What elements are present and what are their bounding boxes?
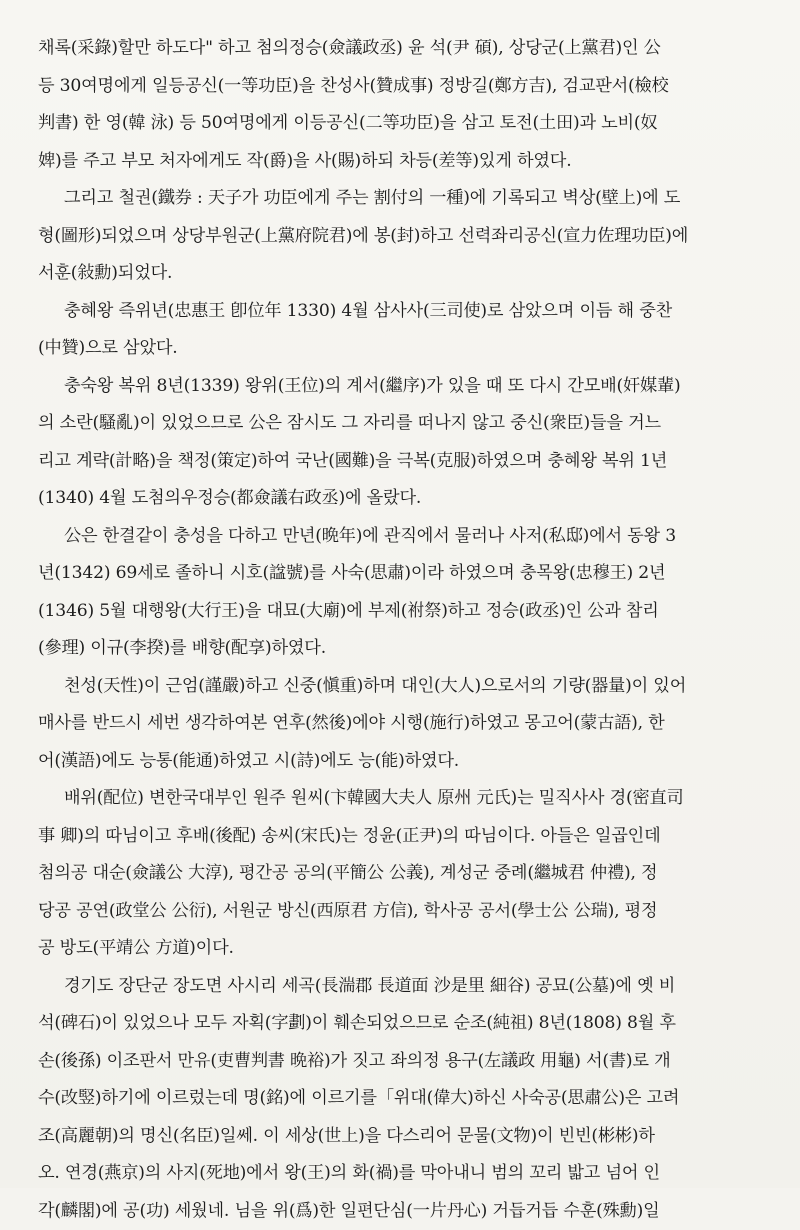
text-line: 배위(配位) 변한국대부인 원주 원씨(卞韓國大夫人 原州 元氏)는 밀직사사 경(密直司	[38, 780, 760, 818]
text-line: 충혜왕 즉위년(忠惠王 卽位年 1330) 4월 삼사사(三司使)로 삼았으며 이듬 해 중찬	[38, 293, 760, 331]
paragraph	[38, 293, 760, 368]
text-line: (1346) 5월 대행왕(大行王)을 대묘(大廟)에 부제(祔祭)하고 정승(政丞)인 公과 참리	[38, 593, 760, 631]
text-line: 형(圖形)되었으며 상당부원군(上黨府院君)에 봉(封)하고 선력좌리공신(宣力佐理功臣)에	[38, 218, 760, 256]
text-line: 그리고 철권(鐵券 : 天子가 功臣에게 주는 割付의 一種)에 기록되고 벽상(壁上)에 도	[38, 180, 760, 218]
text-line: 석(碑石)이 있었으나 모두 자획(字劃)이 훼손되었으므로 순조(純祖) 8년(1808) 8월 후	[38, 1005, 760, 1043]
text-line: 첨의공 대순(僉議公 大淳), 평간공 공의(平簡公 公義), 계성군 중례(繼城君 仲禮), 정	[38, 855, 760, 893]
text-line: 어(漢語)에도 능통(能通)하였고 시(詩)에도 능(能)하였다.	[38, 743, 760, 781]
text-line: 당공 공연(政堂公 公衍), 서원군 방신(西原君 方信), 학사공 공서(學士公 公瑞), 평정	[38, 893, 760, 931]
text-line: 判書) 한 영(韓 泳) 등 50여명에게 이등공신(二等功臣)을 삼고 토전(土田)과 노비(奴	[38, 105, 760, 143]
text-line: 서훈(敍勳)되었다.	[38, 255, 760, 293]
paragraph	[38, 780, 760, 968]
paragraph	[38, 668, 760, 781]
text-line: 년(1342) 69세로 졸하니 시호(諡號)를 사숙(思肅)이라 하였으며 충목왕(忠穆王) 2년	[38, 555, 760, 593]
text-line: 公은 한결같이 충성을 다하고 만년(晩年)에 관직에서 물러나 사저(私邸)에서 동왕 3	[38, 518, 760, 556]
text-line: 손(後孫) 이조판서 만유(吏曹判書 晩裕)가 짓고 좌의정 용구(左議政 用龜) 서(書)로 개	[38, 1043, 760, 1081]
paragraph	[38, 518, 760, 668]
paragraph	[38, 30, 760, 180]
text-line: 경기도 장단군 장도면 사시리 세곡(長湍郡 長道面 沙是里 細谷) 공묘(公墓)에 옛 비	[38, 968, 760, 1006]
text-line: (1340) 4월 도첨의우정승(都僉議右政丞)에 올랐다.	[38, 480, 760, 518]
text-line: 천성(天性)이 근엄(謹嚴)하고 신중(愼重)하며 대인(大人)으로서의 기량(器量)이 있어	[38, 668, 760, 706]
text-line: 충숙왕 복위 8년(1339) 왕위(王位)의 계서(繼序)가 있을 때 또 다시 간모배(奸媒輩)	[38, 368, 760, 406]
text-line: 공 방도(平靖公 方道)이다.	[38, 930, 760, 968]
text-line: 事 卿)의 따님이고 후배(後配) 송씨(宋氏)는 정윤(正尹)의 따님이다. 아들은 일곱인데	[38, 818, 760, 856]
paragraph	[38, 368, 760, 518]
text-line: 등 30여명에게 일등공신(一等功臣)을 찬성사(贊成事) 정방길(鄭方吉), 검교판서(檢校	[38, 68, 760, 106]
text-line: 조(高麗朝)의 명신(名臣)일쎄. 이 세상(世上)을 다스리어 문물(文物)이 빈빈(彬彬)하	[38, 1118, 760, 1156]
text-line: 수(改竪)하기에 이르렀는데 명(銘)에 이르기를「위대(偉大)하신 사숙공(思肅公)은 고려	[38, 1080, 760, 1118]
text-line: 의 소란(騷亂)이 있었으므로 公은 잠시도 그 자리를 떠나지 않고 중신(衆臣)들을 거느	[38, 405, 760, 443]
paragraph	[38, 180, 760, 293]
text-line: 각(麟閣)에 공(功) 세웠네. 님을 위(爲)한 일편단심(一片丹心) 거듭거듭 수훈(殊勳)일	[38, 1193, 760, 1230]
text-line: (中贊)으로 삼았다.	[38, 330, 760, 368]
text-line: 婢)를 주고 부모 처자에게도 작(爵)을 사(賜)하되 차등(差等)있게 하였다.	[38, 143, 760, 181]
paragraph	[38, 968, 760, 1230]
text-line: 매사를 반드시 세번 생각하여본 연후(然後)에야 시행(施行)하였고 몽고어(蒙古語), 한	[38, 705, 760, 743]
text-line: 오. 연경(燕京)의 사지(死地)에서 왕(王)의 화(禍)를 막아내니 범의 꼬리 밟고 넘어 인	[38, 1155, 760, 1193]
text-line: 채록(采錄)할만 하도다" 하고 첨의정승(僉議政丞) 윤 석(尹 碩), 상당군(上黨君)인 公	[38, 30, 760, 68]
text-line: (參理) 이규(李揆)를 배향(配享)하였다.	[38, 630, 760, 668]
text-line: 리고 계략(計略)을 책정(策定)하여 국난(國難)을 극복(克服)하였으며 충혜왕 복위 1년	[38, 443, 760, 481]
